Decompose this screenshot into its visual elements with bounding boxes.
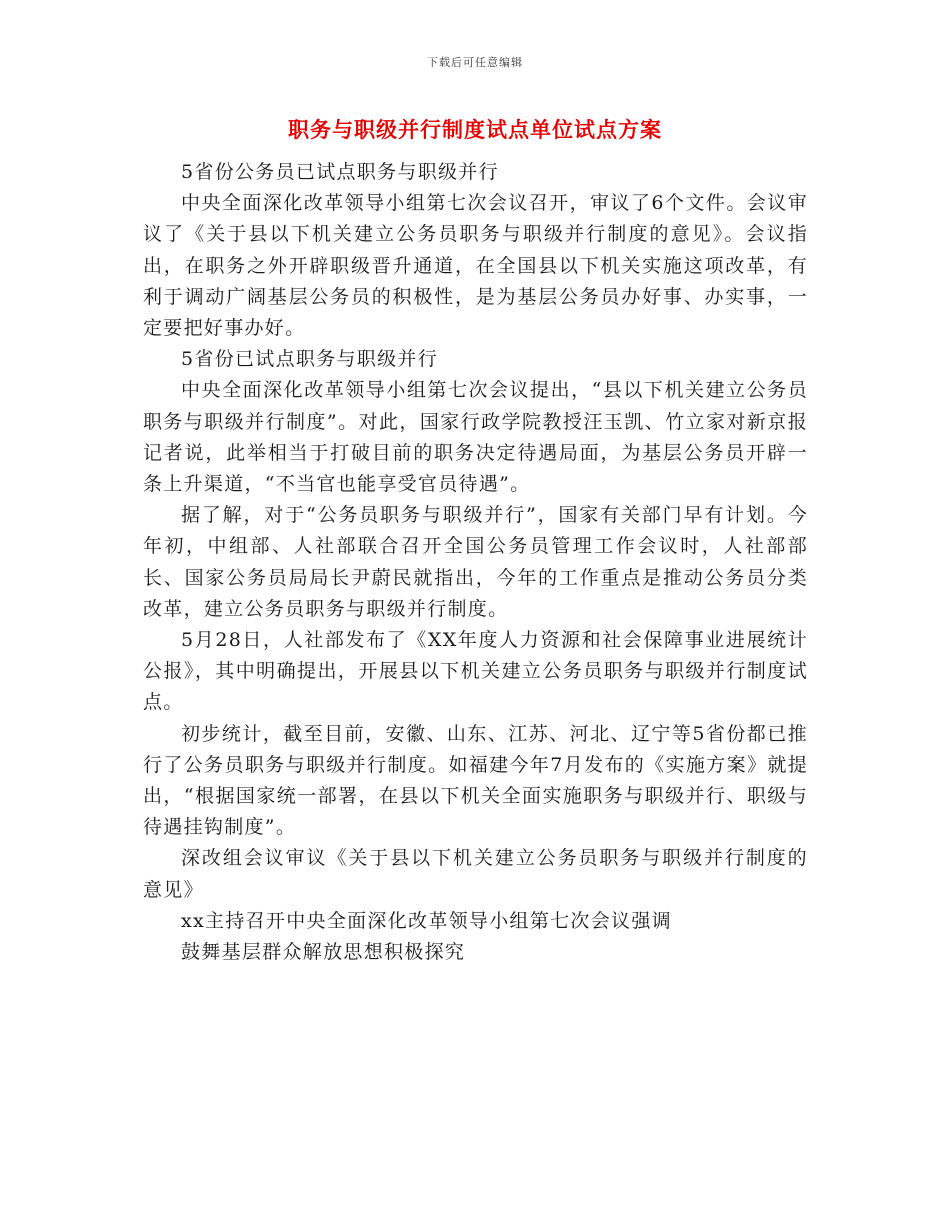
subheading-paragraph: 鼓舞基层群众解放思想积极探究 bbox=[181, 941, 466, 964]
subheading-paragraph: 深改组会议审议《关于县以下机关建立公务员职务与职级并行制度的意见》 bbox=[143, 847, 808, 901]
download-note: 下载后可任意编辑 bbox=[427, 56, 523, 69]
subheading-paragraph: xx主持召开中央全面深化改革领导小组第七次会议强调 bbox=[181, 909, 672, 932]
body-paragraph: 中央全面深化改革领导小组第七次会议提出，“县以下机关建立公务员职务与职级并行制度”。对此，国家行政学院教授汪玉凯、竹立家对新京报记者说，此举相当于打破目前的职务决定待遇局面，为基层公务员开辟一条上升渠道，“不当官也能享受官员待遇”。 bbox=[143, 379, 808, 496]
document-body bbox=[143, 157, 808, 968]
body-paragraph: 中央全面深化改革领导小组第七次会议召开，审议了6个文件。会议审议了《关于县以下机关建立公务员职务与职级并行制度的意见》。会议指出，在职务之外开辟职级晋升通道，在全国县以下机关实施这项改革，有利于调动广阔基层公务员的积极性，是为基层公务员办好事、办实事，一定要把好事办好。 bbox=[143, 192, 808, 340]
document-title: 职务与职级并行制度试点单位试点方案 bbox=[288, 117, 662, 142]
body-paragraph: 据了解，对于“公务员职务与职级并行”，国家有关部门早有计划。今年初，中组部、人社部联合召开全国公务员管理工作会议时，人社部部长、国家公务员局局长尹蔚民就指出，今年的工作重点是推动公务员分类改革，建立公务员职务与职级并行制度。 bbox=[143, 504, 808, 620]
subheading-paragraph: 5省份已试点职务与职级并行 bbox=[181, 348, 438, 371]
body-paragraph: 初步统计，截至目前，安徽、山东、江苏、河北、辽宁等5省份都已推行了公务员职务与职级并行制度。如福建今年7月发布的《实施方案》就提出，“根据国家统一部署，在县以下机关全面实施职务与职级并行、职级与待遇挂钩制度”。 bbox=[143, 722, 808, 839]
body-paragraph: 5月28日，人社部发布了《XX年度人力资源和社会保障事业进展统计公报》，其中明确提出，开展县以下机关建立公务员职务与职级并行制度试点。 bbox=[143, 629, 808, 714]
subheading-paragraph: 5省份公务员已试点职务与职级并行 bbox=[181, 161, 499, 183]
